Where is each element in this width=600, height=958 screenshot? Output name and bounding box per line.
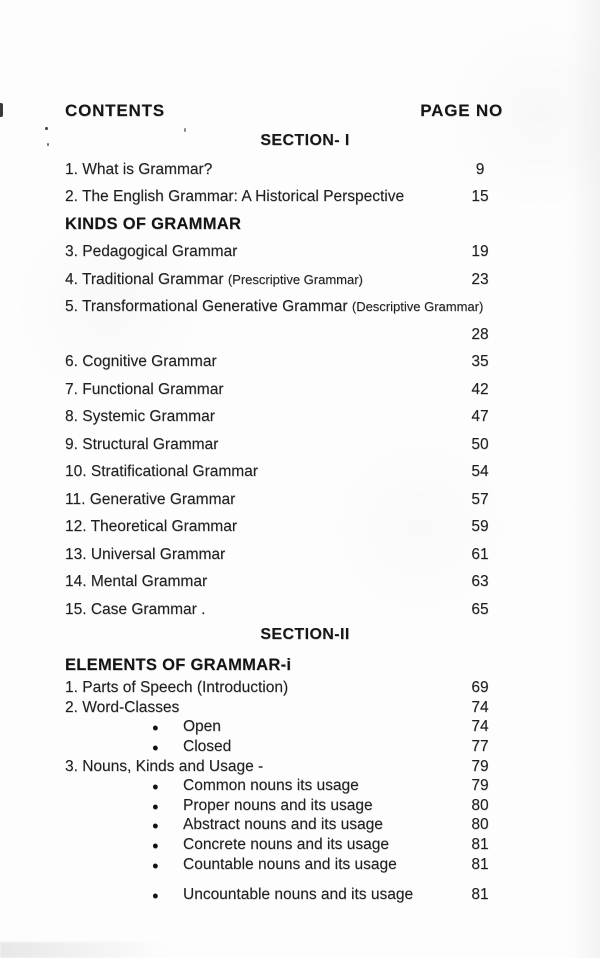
toc-item-text: 3. Nouns, Kinds and Usage - bbox=[65, 757, 264, 775]
toc-subheading-label bbox=[65, 656, 503, 675]
toc-bullet-item bbox=[65, 885, 503, 905]
toc-item-text: 13. Universal Grammar bbox=[65, 545, 226, 563]
bullet-item-label bbox=[65, 738, 457, 756]
toc-item bbox=[65, 486, 503, 514]
toc-item-text: 9. Structural Grammar bbox=[65, 435, 219, 453]
bullet-item-label bbox=[65, 777, 457, 795]
toc-page-number: 50 bbox=[471, 435, 489, 453]
bullet-dot-icon: ●︎ bbox=[152, 781, 159, 794]
toc-page-number: 28 bbox=[471, 325, 489, 343]
toc-item-title bbox=[65, 161, 457, 179]
toc-item-text: ELEMENTS OF GRAMMAR-i bbox=[65, 655, 292, 674]
toc-page-number: 19 bbox=[471, 243, 489, 261]
toc-item-text: Open bbox=[183, 718, 221, 736]
toc-item bbox=[65, 431, 503, 459]
scan-bottom-smudge bbox=[0, 942, 170, 958]
toc-item-title bbox=[65, 601, 457, 619]
toc-bullet-item bbox=[65, 718, 503, 738]
toc-item-text: 14. Mental Grammar bbox=[65, 573, 208, 591]
toc-header bbox=[65, 101, 503, 123]
bullet-dot-icon: ●︎ bbox=[152, 742, 159, 755]
toc-page-number: 65 bbox=[471, 600, 489, 618]
bullet-dot-icon: ●︎ bbox=[152, 889, 159, 902]
toc-item-note: (Prescriptive Grammar) bbox=[227, 271, 363, 287]
toc-item-text: KINDS OF GRAMMAR bbox=[65, 215, 242, 234]
toc-subheading-label bbox=[65, 215, 503, 234]
toc-page-number: 69 bbox=[471, 679, 489, 697]
toc-item bbox=[65, 184, 503, 212]
toc-item-text: Countable nouns and its usage bbox=[183, 855, 397, 873]
toc-item-text: 15. Case Grammar . bbox=[65, 600, 206, 618]
toc-item bbox=[65, 679, 503, 699]
toc-item-text: 5. Transformational Generative Grammar bbox=[65, 298, 352, 316]
bullet-dot-icon: ●︎ bbox=[152, 820, 159, 833]
toc-page-number: 74 bbox=[471, 718, 489, 736]
toc-item-title bbox=[65, 463, 457, 481]
toc-item-title bbox=[65, 758, 457, 776]
bullet-item-label bbox=[65, 718, 457, 736]
toc-item-text: 3. Pedagogical Grammar bbox=[65, 243, 238, 261]
toc-item-text: 6. Cognitive Grammar bbox=[65, 353, 217, 371]
toc-item-text: 2. Word-Classes bbox=[65, 698, 180, 716]
toc-item-text: 1. Parts of Speech (Introduction) bbox=[65, 679, 289, 697]
toc-page-number: 42 bbox=[471, 380, 489, 398]
toc-item-title bbox=[65, 353, 457, 371]
toc-page-number: 81 bbox=[471, 836, 489, 854]
scan-edge-mark bbox=[0, 103, 3, 117]
toc-item-text: 4. Traditional Grammar bbox=[65, 270, 228, 288]
toc-item-text: 1. What is Grammar? bbox=[65, 160, 213, 178]
toc-item bbox=[65, 294, 503, 322]
toc-page-number: 15 bbox=[471, 188, 489, 206]
toc-item bbox=[65, 757, 503, 777]
toc-item-text: Common nouns its usage bbox=[183, 777, 359, 795]
toc-page-number: 35 bbox=[471, 353, 489, 371]
scan-speck bbox=[45, 127, 48, 130]
toc-item bbox=[65, 569, 503, 597]
toc-item-text: Proper nouns and its usage bbox=[183, 796, 373, 814]
toc-item-title bbox=[65, 381, 457, 399]
toc-bullet-item bbox=[65, 776, 503, 796]
toc-page-number: 47 bbox=[471, 408, 489, 426]
toc-item-title bbox=[65, 518, 457, 536]
toc-item-title bbox=[65, 679, 457, 697]
toc-item-title bbox=[65, 573, 457, 591]
toc-subheading bbox=[65, 211, 503, 239]
toc-page-number: 54 bbox=[471, 463, 489, 481]
bullet-dot-icon: ●︎ bbox=[152, 722, 159, 735]
toc-item-title bbox=[65, 298, 483, 316]
toc-bullet-item bbox=[65, 816, 503, 836]
toc-page-number: 74 bbox=[471, 698, 489, 716]
scan-right-shade bbox=[572, 0, 600, 958]
toc-item-text: 11. Generative Grammar bbox=[65, 490, 236, 508]
toc-page-number: 79 bbox=[471, 777, 489, 795]
toc-item bbox=[65, 596, 503, 624]
toc-item-text: Concrete nouns and its usage bbox=[183, 836, 389, 854]
bullet-item-label bbox=[65, 856, 457, 874]
toc-item bbox=[65, 698, 503, 718]
bullet-item-label bbox=[65, 816, 457, 834]
toc-page-number: 77 bbox=[471, 738, 489, 756]
toc-bullet-item bbox=[65, 855, 503, 875]
bullet-dot-icon: ●︎ bbox=[152, 840, 159, 853]
scan-speck bbox=[47, 143, 49, 146]
toc-item bbox=[65, 156, 503, 184]
toc-page-number: 81 bbox=[471, 855, 489, 873]
toc-item-text: Closed bbox=[183, 738, 232, 756]
bullet-item-label bbox=[65, 797, 457, 815]
bullet-item-label bbox=[65, 886, 457, 904]
toc-item-text: 12. Theoretical Grammar bbox=[65, 518, 237, 536]
toc-item-text: 2. The English Grammar: A Historical Perspective bbox=[65, 188, 405, 206]
toc-item-text: 8. Systemic Grammar bbox=[65, 408, 215, 426]
section-1-rows bbox=[65, 156, 503, 624]
toc-item-title bbox=[65, 408, 457, 426]
toc-item-text: 10. Stratificational Grammar bbox=[65, 463, 258, 481]
bullet-dot-icon: ●︎ bbox=[152, 800, 159, 813]
toc-item-note: (Descriptive Grammar) bbox=[351, 299, 484, 315]
toc-item-title bbox=[65, 699, 457, 717]
toc-bullet-item bbox=[65, 737, 503, 757]
toc-item-title bbox=[65, 243, 457, 261]
toc-item-title bbox=[65, 546, 457, 564]
toc-page-continuation bbox=[65, 321, 503, 349]
section-2-rows bbox=[65, 652, 503, 905]
toc-page-number: 59 bbox=[471, 518, 489, 536]
toc-item bbox=[65, 239, 503, 267]
toc-content bbox=[65, 101, 503, 905]
toc-item bbox=[65, 349, 503, 377]
toc-item-text: Abstract nouns and its usage bbox=[183, 816, 383, 834]
toc-page-number: 57 bbox=[471, 490, 489, 508]
toc-page-number: 80 bbox=[471, 796, 489, 814]
toc-item-title bbox=[65, 436, 457, 454]
section-2-heading: SECTION-II bbox=[260, 625, 350, 643]
toc-item bbox=[65, 376, 503, 404]
toc-page-number: 61 bbox=[471, 545, 489, 563]
toc-item bbox=[65, 266, 503, 294]
toc-bullet-item bbox=[65, 835, 503, 855]
toc-subheading bbox=[65, 652, 503, 679]
toc-page-number: 23 bbox=[471, 270, 489, 288]
toc-item bbox=[65, 514, 503, 542]
toc-item-title bbox=[65, 188, 457, 206]
bullet-dot-icon: ●︎ bbox=[152, 859, 159, 872]
toc-bullet-item bbox=[65, 796, 503, 816]
toc-item-text: Uncountable nouns and its usage bbox=[183, 885, 414, 903]
toc-item-title bbox=[65, 271, 457, 289]
toc-page-number: 63 bbox=[471, 573, 489, 591]
toc-item bbox=[65, 459, 503, 487]
bullet-item-label bbox=[65, 836, 457, 854]
toc-item-text: 7. Functional Grammar bbox=[65, 380, 224, 398]
toc-item bbox=[65, 541, 503, 569]
section-1-heading: SECTION- I bbox=[260, 132, 350, 149]
page-no-column-header: PAGE NO bbox=[420, 101, 503, 120]
contents-title: CONTENTS bbox=[65, 101, 165, 120]
toc-item-title bbox=[65, 491, 457, 509]
toc-page-number: 9 bbox=[475, 160, 485, 178]
toc-page-number: 80 bbox=[471, 816, 489, 834]
toc-page-number: 79 bbox=[471, 757, 489, 775]
toc-item bbox=[65, 404, 503, 432]
toc-page-number: 81 bbox=[471, 885, 489, 903]
